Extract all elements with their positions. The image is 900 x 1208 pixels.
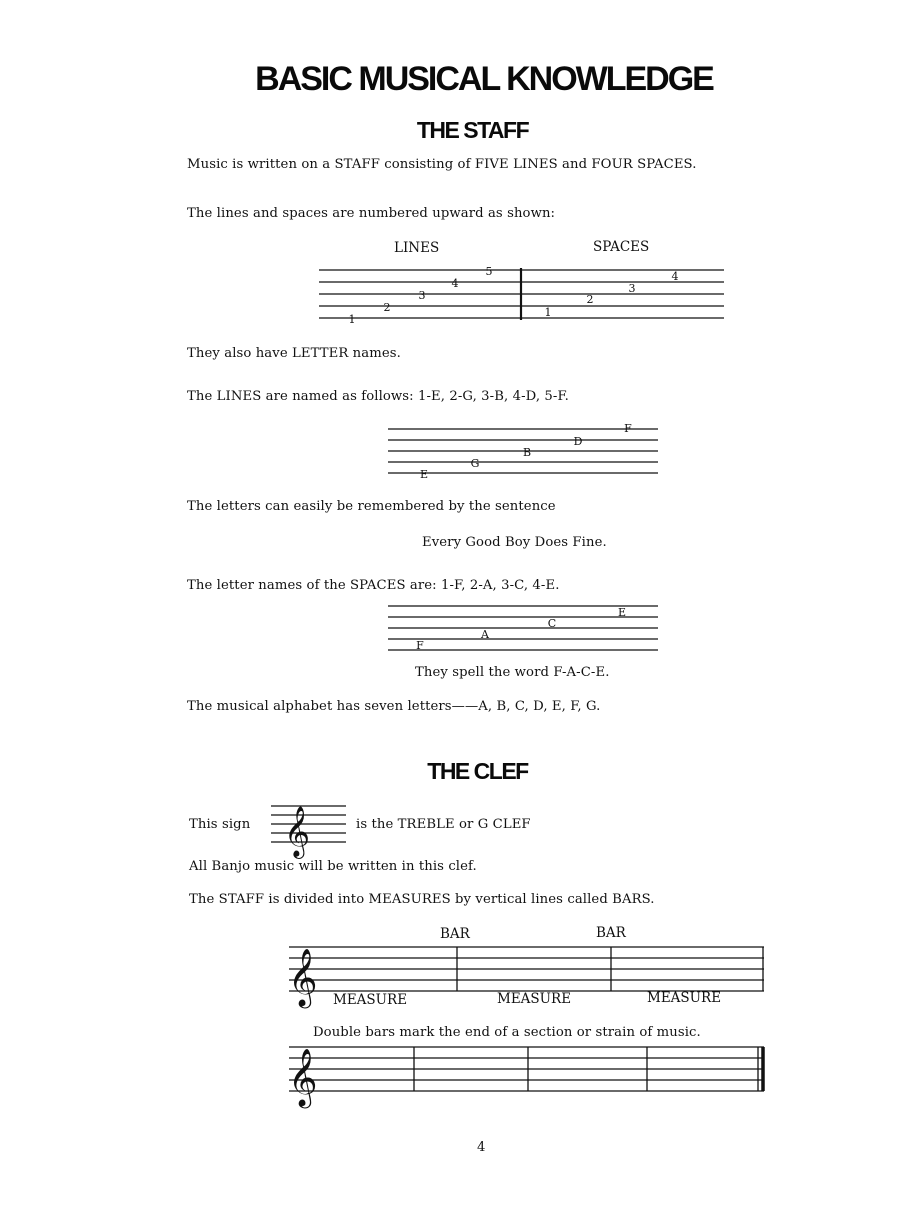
letter-names-text: They also have LETTER names. [187,346,401,361]
clef-sign-suffix: is the TREBLE or G CLEF [356,817,531,832]
spaces-label: SPACES [593,239,650,255]
face-text: They spell the word F-A-C-E. [415,665,610,680]
space-letter-c: C [547,617,557,630]
staff-heading: THE STAFF [416,117,529,143]
lines-label: LINES [394,240,440,256]
measure-label-1: MEASURE [333,992,408,1008]
line-number-1: 1 [348,313,356,326]
banjo-clef-text: All Banjo music will be written in this clef. [189,859,477,874]
line-letter-d: D [573,435,583,448]
line-number-3: 3 [418,289,426,302]
space-letter-a: A [481,628,489,641]
space-number-3: 3 [628,282,636,295]
measure-label-3: MEASURE [647,990,722,1006]
clef-sign-prefix: This sign [189,817,251,832]
page-number: 4 [477,1140,486,1155]
line-letter-g: G [470,457,480,470]
double-bar-text: Double bars mark the end of a section or strain of music. [313,1025,701,1040]
double-bar-staff [289,1047,764,1091]
lines-named-text: The LINES are named as follows: 1-E, 2-G, 3-B, 4-D, 5-F. [187,389,569,404]
space-letter-e: E [617,606,627,619]
line-number-2: 2 [383,301,391,314]
space-number-1: 1 [544,306,552,319]
space-letter-f: F [416,639,424,652]
space-number-2: 2 [586,293,594,306]
line-number-5: 5 [485,265,493,278]
spaces-named-text: The letter names of the SPACES are: 1-F, 2-A, 3-C, 4-E. [187,578,560,593]
treble-clef-icon: 𝄞 [284,806,311,857]
staff-intro-text: Music is written on a STAFF consisting of FIVE LINES and FOUR SPACES. [187,157,697,172]
treble-clef-icon: 𝄞 [288,948,318,1006]
line-letter-e: E [419,468,429,481]
line-letter-f: F [624,422,632,435]
clef-heading: THE CLEF [427,758,528,784]
line-number-4: 4 [451,277,459,290]
measure-label-2: MEASURE [497,991,572,1007]
bar-label-2: BAR [596,925,626,941]
treble-clef-icon: 𝄞 [288,1048,318,1106]
numbered-staff [319,268,724,320]
measures-staff [289,947,764,991]
page-title: BASIC MUSICAL KNOWLEDGE [255,60,713,98]
mnemonic-text: Every Good Boy Does Fine. [422,535,607,550]
bar-label-1: BAR [440,926,470,942]
numbering-text: The lines and spaces are numbered upward as shown: [187,206,556,221]
sentence-intro-text: The letters can easily be remembered by the sentence [187,499,556,514]
line-letter-b: B [522,446,532,459]
alphabet-text: The musical alphabet has seven letters——A, B, C, D, E, F, G. [187,699,601,714]
measures-text: The STAFF is divided into MEASURES by vertical lines called BARS. [189,892,655,907]
space-number-4: 4 [671,270,679,283]
